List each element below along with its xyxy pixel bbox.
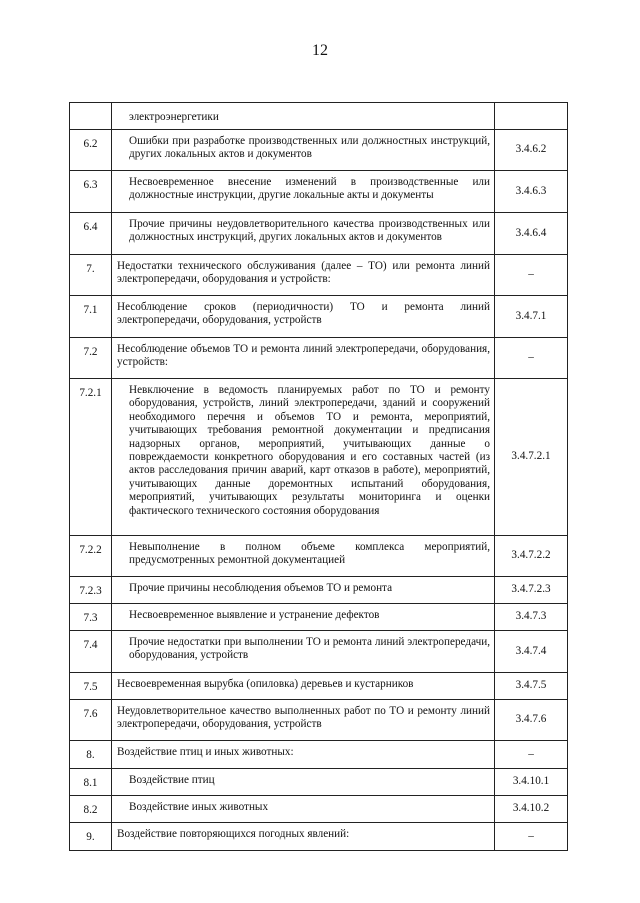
table-row	[70, 796, 568, 823]
row-reference: 3.4.7.1	[495, 296, 568, 338]
row-number: 7.2	[70, 338, 112, 379]
row-reference: 3.4.6.3	[495, 171, 568, 213]
row-description: Прочие недостатки при выполнении ТО и ремонта линий электропередачи, оборудования, устройств	[112, 631, 495, 673]
table-row	[70, 769, 568, 796]
table-row	[70, 171, 568, 213]
row-reference: 3.4.10.2	[495, 796, 568, 823]
row-number: 7.2.1	[70, 379, 112, 536]
row-description: Воздействие птиц	[112, 769, 495, 796]
row-number	[70, 103, 112, 130]
row-number: 7.1	[70, 296, 112, 338]
table-row	[70, 604, 568, 631]
row-description: Воздействие иных животных	[112, 796, 495, 823]
table-row	[70, 673, 568, 700]
row-number: 7.3	[70, 604, 112, 631]
table-row	[70, 741, 568, 769]
row-number: 9.	[70, 823, 112, 851]
row-description: Воздействие птиц и иных животных:	[112, 741, 495, 769]
row-number: 8.	[70, 741, 112, 769]
table-body	[70, 103, 568, 851]
row-number: 7.2.2	[70, 536, 112, 577]
row-reference: –	[495, 823, 568, 851]
table-row	[70, 631, 568, 673]
row-description: электроэнергетики	[112, 103, 495, 130]
row-reference: 3.4.7.2.2	[495, 536, 568, 577]
row-description: Недостатки технического обслуживания (далее – ТО) или ремонта линий электропередачи, оборудования и устройств:	[112, 255, 495, 296]
row-reference: –	[495, 255, 568, 296]
row-description: Прочие причины неудовлетворительного качества производственных или должностных инструкций, других локальных актов и документов	[112, 213, 495, 255]
row-description: Прочие причины несоблюдения объемов ТО и ремонта	[112, 577, 495, 604]
table-row	[70, 577, 568, 604]
row-reference: 3.4.6.2	[495, 130, 568, 171]
row-number: 8.1	[70, 769, 112, 796]
row-description: Несвоевременная вырубка (опиловка) деревьев и кустарников	[112, 673, 495, 700]
table-row	[70, 338, 568, 379]
row-reference: 3.4.7.5	[495, 673, 568, 700]
row-description: Несоблюдение объемов ТО и ремонта линий электропередачи, оборудования, устройств:	[112, 338, 495, 379]
row-number: 7.	[70, 255, 112, 296]
row-number: 7.4	[70, 631, 112, 673]
row-description: Ошибки при разработке производственных или должностных инструкций, других локальных актов и документов	[112, 130, 495, 171]
page-number: 12	[312, 42, 328, 59]
row-reference: –	[495, 741, 568, 769]
row-number: 8.2	[70, 796, 112, 823]
table-row	[70, 379, 568, 536]
row-reference: 3.4.7.2.1	[495, 379, 568, 536]
row-number: 7.6	[70, 700, 112, 741]
row-reference: –	[495, 338, 568, 379]
row-description: Несоблюдение сроков (периодичности) ТО и ремонта линий электропередачи, оборудования, устройств	[112, 296, 495, 338]
row-description: Неудовлетворительное качество выполненных работ по ТО и ремонту линий электропередачи, оборудования, устройств	[112, 700, 495, 741]
row-number: 7.2.3	[70, 577, 112, 604]
row-number: 6.2	[70, 130, 112, 171]
row-description: Несвоевременное внесение изменений в производственные или должностные инструкции, другие локальные акты и документы	[112, 171, 495, 213]
row-reference: 3.4.7.4	[495, 631, 568, 673]
table-row	[70, 536, 568, 577]
row-reference: 3.4.7.6	[495, 700, 568, 741]
table-row	[70, 213, 568, 255]
row-description: Несвоевременное выявление и устранение дефектов	[112, 604, 495, 631]
row-reference: 3.4.10.1	[495, 769, 568, 796]
row-description: Невыполнение в полном объеме комплекса мероприятий, предусмотренных ремонтной документацией	[112, 536, 495, 577]
row-number: 6.3	[70, 171, 112, 213]
row-description: Невключение в ведомость планируемых работ по ТО и ремонту оборудования, устройств, линий электропередачи, зданий и сооружений необходимого перечня и объемов ТО и ремонта, мероприятий, учитывающих требования ремонтной документации и предписания надзорных органов, мероприятий, учитывающих данные о повреждаемости конкретного оборудования и его составных частей (из актов расследования причин аварий, карт отказов в работе), мероприятий, учитывающих данные доремонтных испытаний оборудования, мероприятий, учитывающих результаты мониторинга и оценки фактического технического состояния оборудования	[112, 379, 495, 536]
table-row	[70, 296, 568, 338]
row-reference: 3.4.7.3	[495, 604, 568, 631]
row-number: 7.5	[70, 673, 112, 700]
table-row	[70, 255, 568, 296]
table-row	[70, 103, 568, 130]
row-number: 6.4	[70, 213, 112, 255]
row-reference	[495, 103, 568, 130]
row-description: Воздействие повторяющихся погодных явлений:	[112, 823, 495, 851]
row-reference: 3.4.6.4	[495, 213, 568, 255]
table-row	[70, 130, 568, 171]
cause-classification-table	[69, 102, 568, 851]
table-row	[70, 700, 568, 741]
table-row	[70, 823, 568, 851]
row-reference: 3.4.7.2.3	[495, 577, 568, 604]
